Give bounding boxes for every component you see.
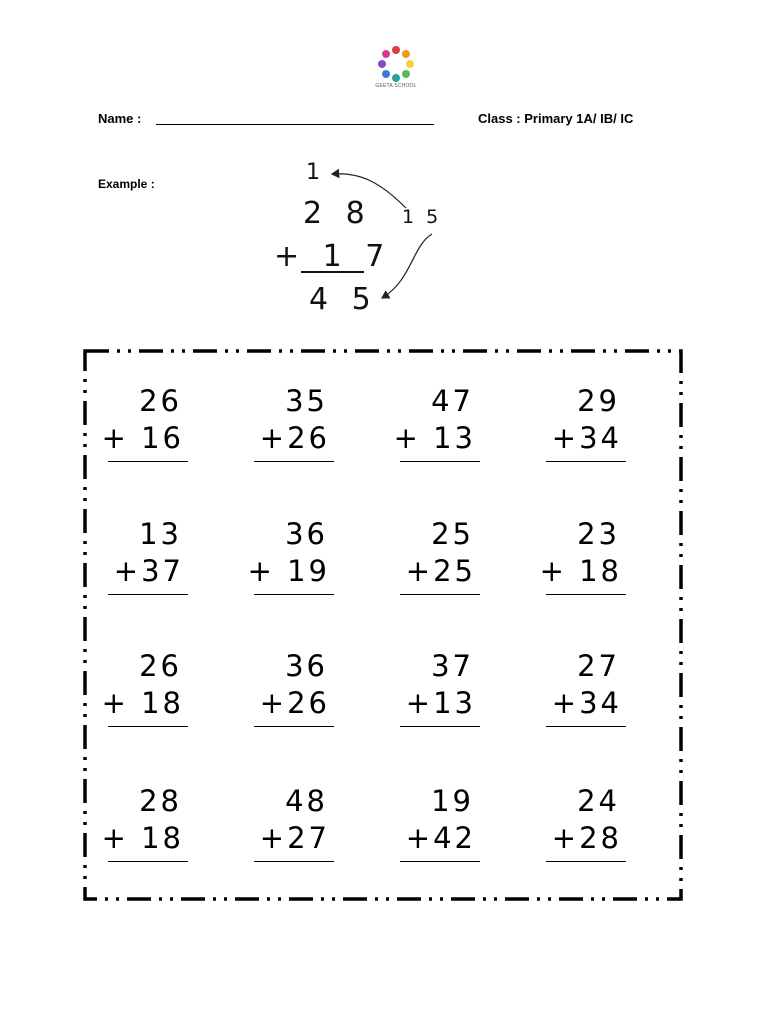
problem-bottom-number: +34 [551, 421, 622, 455]
name-label: Name : [98, 111, 142, 126]
problem-bottom-number: +42 [405, 821, 476, 855]
problem-item [247, 517, 338, 597]
answer-line[interactable] [254, 861, 334, 862]
problem-top-number: 35 [285, 384, 328, 418]
problem-item [393, 384, 484, 464]
problem-item [108, 517, 192, 597]
example-answer: 4 5 [309, 282, 378, 317]
problem-top-number: 36 [285, 649, 328, 683]
problem-item [546, 384, 630, 464]
problem-item [254, 384, 338, 464]
problem-item [400, 517, 484, 597]
example-top-number: 2 8 [303, 196, 372, 231]
problem-bottom-number: +26 [259, 686, 330, 720]
example-bottom-number: + 1 7 [274, 239, 392, 274]
logo-text: GEETA SCHOOL [375, 83, 417, 89]
answer-line[interactable] [254, 594, 334, 595]
logo-icon [366, 44, 426, 84]
problem-top-number: 26 [139, 384, 182, 418]
answer-line[interactable] [400, 726, 480, 727]
problem-bottom-number: +28 [551, 821, 622, 855]
example-ones-sum: 1 5 [402, 206, 442, 228]
problem-top-number: 48 [285, 784, 328, 818]
problem-item [400, 649, 484, 729]
answer-line[interactable] [254, 726, 334, 727]
name-class-row [98, 111, 718, 131]
problem-top-number: 13 [139, 517, 182, 551]
problem-item [101, 649, 192, 729]
answer-line[interactable] [400, 461, 480, 462]
problem-item [546, 649, 630, 729]
problem-item [539, 517, 630, 597]
problem-item [546, 784, 630, 864]
problem-item [101, 784, 192, 864]
problem-top-number: 23 [577, 517, 620, 551]
problem-bottom-number: + 18 [101, 686, 184, 720]
answer-line[interactable] [400, 594, 480, 595]
problem-top-number: 37 [431, 649, 474, 683]
problem-item [101, 384, 192, 464]
answer-line[interactable] [546, 861, 626, 862]
answer-line[interactable] [108, 594, 188, 595]
problem-item [400, 784, 484, 864]
problem-bottom-number: + 19 [247, 554, 330, 588]
example-label: Example : [98, 177, 155, 191]
answer-line[interactable] [400, 861, 480, 862]
problem-top-number: 19 [431, 784, 474, 818]
example-carry: 1 [306, 160, 320, 185]
problem-bottom-number: + 16 [101, 421, 184, 455]
problem-bottom-number: + 18 [101, 821, 184, 855]
problems-box [82, 344, 686, 904]
answer-line[interactable] [546, 594, 626, 595]
problem-top-number: 25 [431, 517, 474, 551]
problem-bottom-number: +27 [259, 821, 330, 855]
name-field[interactable] [156, 124, 434, 125]
problem-top-number: 29 [577, 384, 620, 418]
example-arrows-icon [320, 160, 450, 310]
school-logo [366, 44, 426, 96]
answer-line[interactable] [546, 461, 626, 462]
problem-top-number: 36 [285, 517, 328, 551]
problem-item [254, 784, 338, 864]
problem-bottom-number: + 18 [539, 554, 622, 588]
problem-bottom-number: + 13 [393, 421, 476, 455]
problem-top-number: 24 [577, 784, 620, 818]
problem-top-number: 26 [139, 649, 182, 683]
answer-line[interactable] [546, 726, 626, 727]
answer-line[interactable] [108, 861, 188, 862]
class-label: Class : Primary 1A/ IB/ IC [478, 111, 634, 126]
problem-top-number: 47 [431, 384, 474, 418]
problem-bottom-number: +26 [259, 421, 330, 455]
problem-item [254, 649, 338, 729]
problem-bottom-number: +25 [405, 554, 476, 588]
answer-line[interactable] [108, 461, 188, 462]
problem-bottom-number: +13 [405, 686, 476, 720]
answer-line[interactable] [108, 726, 188, 727]
problem-bottom-number: +34 [551, 686, 622, 720]
problem-top-number: 28 [139, 784, 182, 818]
problem-top-number: 27 [577, 649, 620, 683]
problem-bottom-number: +37 [113, 554, 184, 588]
answer-line[interactable] [254, 461, 334, 462]
